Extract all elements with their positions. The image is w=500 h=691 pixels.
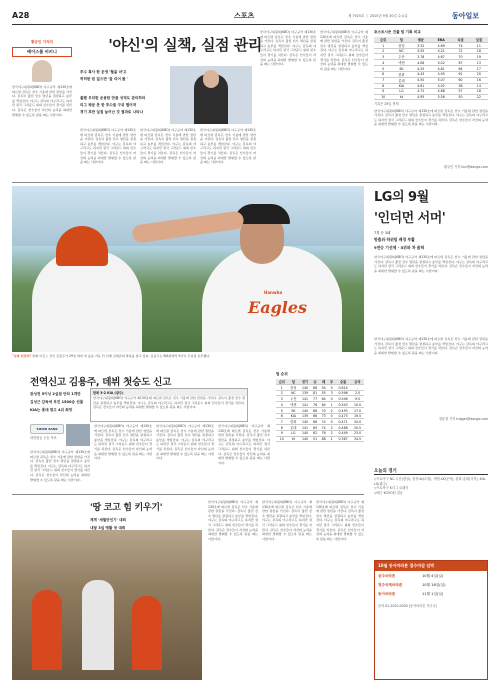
table-cell: 4.69 [431, 43, 451, 49]
promo-item-value: 10월 4일(일) [422, 574, 444, 578]
feature-body-1: 한국야구위원회(KBO) 야구규약 제130조에 따르면 감독은 선수 기용에 관한 권한을 가진다. 감독이 출전 선수 명단을 결정하고 승부를 책임진다. 야구는 감독의 야구라고도 하지만 결국 그라운드 위의 선수들이 경기를 치른다. 감독은 선수들이 자신의 능력을 최대한 발휘할 수 있도록 판을 짜는 사람이다. [208, 500, 258, 541]
table-cell: 3.32 [411, 43, 431, 49]
column-box [12, 30, 72, 180]
schedule-title: 오늘의 경기 [374, 468, 488, 475]
rookie-deck-3: KIA는 롯데 꺾고 4위 희망 [30, 408, 73, 412]
columnist-avatar [32, 60, 52, 82]
headline-deck-1: 투수 혹사 한 운영 '혈을 마'고 [80, 70, 127, 74]
boxscore [90, 388, 248, 422]
table-cell: 1 [276, 385, 288, 391]
table-cell: 1 [374, 43, 392, 49]
quote-line-3: 경기 후반 실점 늘어난 것 결과로 나타나 [80, 110, 144, 114]
schedule-line-3: ▽배구 KOVO컵 결승 [374, 490, 403, 495]
table-cell: 60 [451, 77, 469, 83]
table-cell: 19.5 [351, 413, 364, 418]
table-cell: 7 [374, 77, 392, 83]
table-cell: 19 [470, 54, 488, 60]
table-cell: 51 [311, 436, 320, 441]
standings [276, 372, 364, 482]
table-cell: 140 [299, 436, 311, 441]
lg-body-2: 한국야구위원회(KBO) 야구규약 제130조에 따르면 감독은 선수 기용에 관한 권한을 가진다. 감독이 출전 선수 명단을 결정하고 승부를 책임진다. 야구는 감독의 야구라고도 하지만 결국 그라운드 위의 선수들이 경기를 치른다. 감독은 선수들이 자신의 능력을 최대한 발휘할 수 있도록 판을 짜는 사람이다. [374, 337, 488, 355]
table-cell: 77 [311, 396, 320, 402]
table-cell: kt [288, 436, 300, 441]
table-cell: 두산 [288, 396, 300, 402]
promo-item [378, 583, 484, 588]
rookie-body-1: 한국야구위원회(KBO) 야구규약 제130조에 따르면 감독은 선수 기용에 관한 권한을 가진다. 감독이 출전 선수 명단을 결정하고 승부를 책임진다. 야구는 감독의 야구라고도 하지만 결국 그라운드 위의 선수들이 경기를 치른다. 감독은 선수들이 자신의 능력을 최대한 발휘할 수 있도록 판을 짜는 사람이다. [30, 450, 90, 482]
table-row [276, 436, 364, 441]
table-cell: 54 [319, 385, 328, 391]
feature-body-3: 한국야구위원회(KBO) 야구규약 제130조에 따르면 감독은 선수 기용에 관한 권한을 가진다. 감독이 출전 선수 명단을 결정하고 승부를 책임진다. 야구는 감독의 야구라고도 하지만 결국 그라운드 위의 선수들이 경기를 치른다. 감독은 선수들이 자신의 능력을 최대한 발휘할 수 있도록 판을 짜는 사람이다. [316, 500, 364, 541]
feature-headline: '땅 코고 힘 키우기' [90, 503, 163, 513]
feature-body-2: 한국야구위원회(KBO) 야구규약 제130조에 따르면 감독은 선수 기용에 관한 권한을 가진다. 감독이 출전 선수 명단을 결정하고 승부를 책임진다. 야구는 감독의 야구라고도 하지만 결국 그라운드 위의 선수들이 경기를 치른다. 감독은 선수들이 자신의 능력을 최대한 발휘할 수 있도록 판을 짜는 사람이다. [262, 500, 312, 541]
lg-byline: 정윤철 기자 trigger@donga.com [438, 417, 488, 421]
table-cell: 58 [451, 83, 469, 88]
sponsor-photo [66, 424, 90, 446]
table-cell: 한화 [288, 419, 300, 425]
promo-item-value: 11월 1일(일) [422, 592, 444, 596]
table-cell: 한화 [392, 71, 410, 77]
table-cell: 5.56 [431, 94, 451, 99]
table-cell: 4.21 [431, 49, 451, 54]
table-cell: 5 [276, 408, 288, 413]
table-cell: 0.449 [335, 431, 351, 436]
rookie-deck-2: 김성근 감독에 부진 1500승 선물 [30, 400, 84, 404]
standings-table [276, 379, 364, 442]
main-headline: '야신'의 실책, 실점 관리 [108, 36, 262, 54]
sidebar-body-text: 한국야구위원회(KBO) 야구규약 제130조에 따르면 감독은 선수 기용에 관한 권한을 가진다. 감독이 출전 선수 명단을 결정하고 승부를 책임진다. 야구는 감독의 야구라고도 하지만 결국 그라운드 위의 선수들이 경기를 치른다. 감독은 선수들이 자신의 능력을 최대한 발휘할 수 있도록 판을 짜는 사람이다. [374, 108, 488, 127]
table-cell: 22 [470, 94, 488, 99]
rookie-body-2: 한국야구위원회(KBO) 야구규약 제130조에 따르면 감독은 선수 기용에 관한 권한을 가진다. 감독이 출전 선수 명단을 결정하고 승부를 책임진다. 야구는 감독의 야구라고도 하지만 결국 그라운드 위의 선수들이 경기를 치른다. 감독은 선수들이 자신의 능력을 최대한 발휘할 수 있도록 판을 짜는 사람이다. [94, 424, 152, 461]
table-cell: 67 [451, 60, 469, 66]
table-cell: 9 [276, 431, 288, 436]
table-cell: 8 [276, 425, 288, 431]
table-cell: - [351, 385, 364, 391]
table-cell: 18 [470, 49, 488, 54]
table-cell: 7 [276, 419, 288, 425]
table-cell: 4.61 [411, 83, 431, 88]
feature-figure-1 [32, 590, 62, 670]
rookie-deck-1: 관성전 5이닝 2실점 안타 1개만 [30, 392, 81, 396]
table-cell: LG [288, 431, 300, 436]
promo-item-label: 동아마라톤 [378, 592, 396, 596]
column-label: 황규인 기자의 [30, 40, 54, 44]
column-body: 한국야구위원회(KBO) 야구규약 제130조에 따르면 감독은 선수 기용에 관한 권한을 가진다. 감독이 출전 선수 명단을 결정하고 승부를 책임진다. 야구는 감독의 야구라고도 하지만 결국 그라운드 위의 선수들이 경기를 치른다. 감독은 선수들이 자신의 능력을 최대한 발휘할 수 있도록 판을 짜는 사람이다. [12, 85, 72, 117]
table-cell: 141 [299, 396, 311, 402]
sponsor-name: T-BIRD BANK [36, 427, 58, 431]
sidebar-table [374, 37, 488, 100]
table-cell: 0.543 [335, 402, 351, 408]
boxscore-lines: 한국야구위원회(KBO) 야구규약 제130조에 따르면 감독은 선수 기용에 관한 권한을 가진다. 감독이 출전 선수 명단을 결정하고 승부를 책임진다. 야구는 감독의 야구라고도 하지만 결국 그라운드 위의 선수들이 경기를 치른다. 감독은 선수들이 자신의 능력을 최대한 발휘할 수 있도록 판을 짜는 사람이다. [93, 396, 245, 410]
table-header: 승차 [351, 379, 364, 385]
column-name: 베이스볼 비키니 [12, 47, 72, 57]
table-cell: 넥센 [288, 402, 300, 408]
table-cell: 0.468 [335, 425, 351, 431]
lg-subtitle-3: 9연승 기선제 - 5위와 차 좁혀 [374, 245, 425, 250]
table-cell: 롯데 [288, 425, 300, 431]
promo-box [374, 560, 488, 680]
main-body-col-4: 한국야구위원회(KBO) 야구규약 제130조에 따르면 감독은 선수 기용에 관한 권한을 가진다. 감독이 출전 선수 명단을 결정하고 승부를 책임진다. 야구는 감독의 야구라고도 하지만 결국 그라운드 위의 선수들이 경기를 치른다. 감독은 선수들이 자신의 능력을 최대한 발휘할 수 있도록 판을 짜는 사람이다. [260, 30, 316, 67]
main-body-col-3: 한국야구위원회(KBO) 야구규약 제130조에 따르면 감독은 선수 기용에 관한 권한을 가진다. 감독이 출전 선수 명단을 결정하고 승부를 책임진다. 야구는 감독의 야구라고도 하지만 결국 그라운드 위의 선수들이 경기를 치른다. 감독은 선수들이 자신의 능력을 최대한 발휘할 수 있도록 판을 짜는 사람이다. [200, 128, 256, 165]
table-cell: 1 [328, 436, 335, 441]
schedule-line-1: ▽프로야구 NC-두산(잠실), 삼성-kt(수원), 넥센-SK(문학), 한화-롯데(사직), KIA-LG(광주) [374, 477, 486, 486]
table-cell: 0 [328, 419, 335, 425]
table-cell: 0.367 [335, 436, 351, 441]
table-cell: 50 [451, 94, 469, 99]
table-cell: 34.5 [351, 436, 364, 441]
table-cell: 9 [374, 89, 392, 94]
table-cell: 140 [299, 419, 311, 425]
table-cell: 14 [470, 83, 488, 88]
table-cell: 141 [299, 425, 311, 431]
schedule [374, 468, 488, 540]
table-cell: 0.596 [335, 391, 351, 396]
uniform-text: Eagles [248, 298, 308, 317]
feature-deck-2: 내달 3일 맹활 첫 대회 [90, 526, 126, 530]
table-cell: 0.614 [335, 385, 351, 391]
table-header: 순위 [374, 37, 392, 43]
table-cell: SK [288, 408, 300, 413]
feature-figure-2 [82, 580, 114, 670]
table-cell: 2 [328, 408, 335, 413]
table-cell: 23.0 [351, 431, 364, 436]
table-cell: 2 [374, 49, 392, 54]
table-cell: 17 [470, 66, 488, 71]
table-cell: 4 [374, 60, 392, 66]
lg-article [374, 186, 488, 458]
manager-face [203, 70, 219, 88]
table-cell: 66 [311, 413, 320, 418]
table-cell: 76 [319, 431, 328, 436]
section-divider [12, 182, 488, 183]
table-cell: 4.92 [431, 83, 451, 88]
table-cell: 64 [451, 66, 469, 71]
table-cell: SK [392, 66, 410, 71]
feature-figure-3 [132, 596, 162, 670]
table-cell: 20 [470, 71, 488, 77]
promo-item-value: 10월 18일(일) [422, 583, 446, 587]
table-cell: 0 [328, 413, 335, 418]
table-cell: NC [392, 49, 410, 54]
sponsor-caption: 대한항공 우승 목표 [30, 436, 57, 440]
boxscore-title: 한화 3-2 KIA (광주) [91, 389, 247, 396]
masthead-rule [12, 24, 488, 25]
sidebar-table-note: 기록은 29일 현재 [374, 101, 399, 106]
table-cell: NC [288, 391, 300, 396]
table-cell: 0.493 [335, 408, 351, 413]
table-cell: 65 [311, 425, 320, 431]
quote-box [80, 96, 168, 124]
promo-item [378, 574, 484, 579]
promo-item-label: 경주국제마라톤 [378, 583, 403, 587]
standings-title: 팀 순위 [276, 372, 288, 376]
table-cell: 10.0 [351, 402, 364, 408]
table-cell: LG [392, 89, 410, 94]
table-cell: 61 [451, 71, 469, 77]
table-cell: 64 [319, 396, 328, 402]
table-cell: 2 [328, 425, 335, 431]
table-header: ERA [431, 37, 451, 43]
sidebar-table-title: 포스트시즌 진출 팀 기록 비교 [374, 30, 421, 34]
table-cell: KIA [288, 413, 300, 418]
schedule-line-2: ▽프로축구 K리그 클래식 [374, 486, 409, 491]
table-header: 패 [319, 379, 328, 385]
table-cell: 55 [319, 391, 328, 396]
table-cell: 10 [374, 94, 392, 99]
table-cell: 3 [374, 54, 392, 60]
lg-subtitle-1: 7경 승 3패 [374, 231, 391, 235]
table-cell: 0 [328, 385, 335, 391]
promo-item-label: 공주마라톤 [378, 574, 396, 578]
sidebar-byline: 황규인 기자 kini@donga.com [443, 164, 488, 169]
table-cell: 4 [276, 402, 288, 408]
table-cell: 5 [374, 66, 392, 71]
table-header: 평균 [411, 37, 431, 43]
masthead [12, 8, 488, 24]
table-cell: 4.08 [411, 60, 431, 66]
table-cell: 139 [299, 413, 311, 418]
caption-text: 한화 이글스 신인 김용주가 29일 데뷔 첫 승을 거둔 뒤 선배 김태균의 축하를 받고 있다. 김용주는 KIA전에서 5이닝 무실점 호투했다. [32, 354, 211, 358]
table-header: 승 [311, 379, 320, 385]
table-cell: 4.81 [431, 66, 451, 71]
table-cell: 140 [299, 385, 311, 391]
lg-body-1: 한국야구위원회(KBO) 야구규약 제130조에 따르면 감독은 선수 기용에 관한 권한을 가진다. 감독이 출전 선수 명단을 결정하고 승부를 책임진다. 야구는 감독의 야구라고도 하지만 결국 그라운드 위의 선수들이 경기를 치른다. 감독은 선수들이 자신의 능력을 최대한 발휘할 수 있도록 판을 짜는 사람이다. [374, 255, 488, 273]
table-cell: 1 [328, 402, 335, 408]
table-cell: 72 [451, 49, 469, 54]
table-cell: 3.55 [411, 49, 431, 54]
table-cell: 18 [470, 89, 488, 94]
table-header: 득점 [451, 37, 469, 43]
table-cell: 4.25 [411, 66, 431, 71]
table-cell: 5.02 [431, 60, 451, 66]
table-cell: 74 [451, 43, 469, 49]
table-cell: 4.67 [431, 54, 451, 60]
table-cell: 81 [311, 391, 320, 396]
table-cell: KIA [392, 83, 410, 88]
table-cell: 삼성 [288, 385, 300, 391]
table-cell: 10 [276, 436, 288, 441]
table-cell: 4.50 [411, 77, 431, 83]
table-cell: 2 [328, 431, 335, 436]
table-cell: 70 [319, 408, 328, 413]
table-cell: 4.95 [411, 94, 431, 99]
rookie-headline: 전역신고 김용주, 데뷔 첫승도 신고 [30, 377, 172, 388]
table-header: 경기 [299, 379, 311, 385]
table-cell: 140 [299, 431, 311, 436]
sponsor-logo [30, 424, 64, 434]
table-header: 팀 [288, 379, 300, 385]
table-header: 실점 [470, 37, 488, 43]
table-cell: 64 [319, 402, 328, 408]
rookie-body-4: 한국야구위원회(KBO) 야구규약 제130조에 따르면 감독은 선수 기용에 관한 권한을 가진다. 감독이 출전 선수 명단을 결정하고 승부를 책임진다. 야구는 감독의 야구라고도 하지만 결국 그라운드 위의 선수들이 경기를 치른다. 감독은 선수들이 자신의 능력을 최대한 발휘할 수 있도록 판을 짜는 사람이다. [218, 424, 270, 465]
headline-deck-2: 허허한 원 없으면 '들 리어 봤 ' [80, 77, 128, 81]
lg-title-1: LG의 9월 [374, 190, 429, 205]
table-cell: 롯데 [392, 77, 410, 83]
promo-title: 10월 동아마라톤 접수마감 임박 [375, 561, 487, 571]
table-cell: kt [392, 94, 410, 99]
table-cell: 62 [311, 431, 320, 436]
table-header: 팀 [392, 37, 410, 43]
table-cell: 57 [451, 89, 469, 94]
lower-divider [12, 494, 364, 495]
rookie-body-3: 한국야구위원회(KBO) 야구규약 제130조에 따르면 감독은 선수 기용에 관한 권한을 가진다. 감독이 출전 선수 명단을 결정하고 승부를 책임진다. 야구는 감독의 야구라고도 하지만 결국 그라운드 위의 선수들이 경기를 치른다. 감독은 선수들이 자신의 능력을 최대한 발휘할 수 있도록 판을 짜는 사람이다. [156, 424, 214, 461]
table-cell: 141 [299, 402, 311, 408]
table-cell: 6 [374, 71, 392, 77]
table-cell: 140 [299, 408, 311, 413]
table-row [374, 94, 488, 99]
brand-text: Hanwha [264, 290, 283, 295]
section-title: 스포츠 [234, 12, 255, 20]
table-cell: 5.07 [431, 77, 451, 83]
table-cell: 11 [470, 43, 488, 49]
table-cell: 68 [311, 408, 320, 413]
hug-photo [12, 186, 364, 352]
table-cell: 74 [319, 419, 328, 425]
table-cell: 17.0 [351, 408, 364, 413]
manager-photo [170, 66, 252, 124]
table-header: 승률 [335, 379, 351, 385]
caption-head: "고마 선전처" [12, 354, 32, 358]
table-cell: 3 [276, 396, 288, 402]
table-cell: 3 [328, 391, 335, 396]
table-cell: 4.43 [411, 71, 431, 77]
table-cell: 73 [319, 413, 328, 418]
promo-item [378, 592, 484, 597]
table-cell: 4.95 [431, 71, 451, 77]
table-cell: 88 [319, 436, 328, 441]
lg-title-2: '인더먼 서머' [374, 211, 446, 226]
table-cell: 70 [451, 54, 469, 60]
table-cell: 0.471 [335, 419, 351, 425]
table-cell: 8 [374, 83, 392, 88]
table-cell: 넥센 [392, 60, 410, 66]
table-cell: 0 [328, 396, 335, 402]
table-cell: 66 [311, 419, 320, 425]
table-cell: 16 [470, 77, 488, 83]
promo-contact: 문의 02-2020-0000 (동아마라톤 사무국) [378, 604, 437, 608]
table-cell: 139 [299, 391, 311, 396]
lg-subtitle-2: 방출위·하위팀 배경 부활 [374, 237, 415, 242]
table-cell: 0.546 [335, 396, 351, 402]
main-body-col-2: 한국야구위원회(KBO) 야구규약 제130조에 따르면 감독은 선수 기용에 관한 권한을 가진다. 감독이 출전 선수 명단을 결정하고 승부를 책임진다. 야구는 감독의 야구라고도 하지만 결국 그라운드 위의 선수들이 경기를 치른다. 감독은 선수들이 자신의 능력을 최대한 발휘할 수 있도록 판을 짜는 사람이다. [140, 128, 196, 165]
table-cell: 2.5 [351, 391, 364, 396]
table-cell: 4.88 [431, 89, 451, 94]
paper-logo: 동아일보 [452, 12, 480, 20]
table-cell: 2 [276, 391, 288, 396]
table-cell: 0.475 [335, 413, 351, 418]
table-cell: 3.78 [411, 54, 431, 60]
table-cell: 13 [470, 60, 488, 66]
quote-line-2: 리그 평균 못 한 투수들 구위 떨어져 [80, 103, 137, 107]
issue-date: 제 7925호 ㅣ 2015년 9월 30일 수요일 [348, 14, 408, 18]
table-cell: 86 [311, 385, 320, 391]
table-header: 순위 [276, 379, 288, 385]
table-cell: 두산 [392, 54, 410, 60]
table-cell: 9.5 [351, 396, 364, 402]
sidebar-stats [374, 30, 488, 180]
table-cell: 20.5 [351, 425, 364, 431]
table-cell: 6 [276, 413, 288, 418]
table-cell: 76 [311, 402, 320, 408]
photo-caption [12, 354, 364, 364]
quote-line-1: 불펜 무리한 운용한 만큼 성적도 관리하라 [80, 96, 146, 100]
feature-deck-1: 제게 '세월만인기' 대회 [90, 518, 126, 522]
feature-photo [12, 530, 202, 680]
table-header: 무 [328, 379, 335, 385]
main-body-col-1: 한국야구위원회(KBO) 야구규약 제130조에 따르면 감독은 선수 기용에 관한 권한을 가진다. 감독이 출전 선수 명단을 결정하고 승부를 책임진다. 야구는 감독의 야구라고도 하지만 결국 그라운드 위의 선수들이 경기를 치른다. 감독은 선수들이 자신의 능력을 최대한 발휘할 수 있도록 판을 짜는 사람이다. [80, 128, 136, 165]
page-number: A28 [12, 11, 30, 20]
promo-items [375, 571, 487, 604]
table-cell: 74 [319, 425, 328, 431]
main-body-col-5: 한국야구위원회(KBO) 야구규약 제130조에 따르면 감독은 선수 기용에 관한 권한을 가진다. 감독이 출전 선수 명단을 결정하고 승부를 책임진다. 야구는 감독의 야구라고도 하지만 결국 그라운드 위의 선수들이 경기를 치른다. 감독은 선수들이 자신의 능력을 최대한 발휘할 수 있도록 판을 짜는 사람이다. [320, 30, 368, 71]
table-cell: 삼성 [392, 43, 410, 49]
table-cell: 20.0 [351, 419, 364, 425]
table-cell: 4.72 [411, 89, 431, 94]
